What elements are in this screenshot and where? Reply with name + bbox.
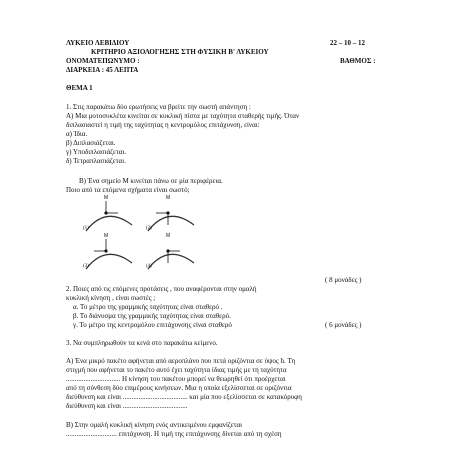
q1a-option-a: α) Ίδια.	[66, 130, 88, 138]
q3a-line2: στιγμή που αφήνεται το πακέτο αυτό έχει ταχύτητα ίδιας τιμής με τη ταχύτητα	[66, 366, 287, 374]
arc-3	[86, 254, 132, 269]
q3a-line3: ............................... Η κίνηση του πακέτου μπορεί να θεωρηθεί ότι προέρχεται	[66, 375, 286, 383]
school-name: ΛΥΚΕΙΟ ΛΕΒΙΔΙΟΥ	[66, 39, 130, 47]
q2-line1: 2. Ποιες από τις επόμενες προτάσεις , που αναφέρονται στην ομαλή	[66, 285, 257, 293]
q3a-line5: διεύθυνση και είναι ..................................... και μία που εξελίσσεται σε κατακόρυφη	[66, 393, 302, 401]
figure-3-label: (3)	[83, 264, 89, 269]
figure-3-diagram	[84, 233, 134, 271]
q1a-option-c: γ) Υποδιπλασιάζεται.	[66, 148, 127, 156]
q1b-line1: Β) Ένα σημείο Μ κινείται πάνω σε μία περιφέρεια.	[79, 177, 223, 185]
figure-1-label: (1)	[83, 226, 89, 231]
duration-label: ΔΙΑΡΚΕΙΑ : 45 ΛΕΠΤΑ	[66, 66, 139, 74]
q3a-line1: Α) Ένα μικρό πακέτο αφήνεται από αεροπλάνο που πετά οριζόντια σε ύψος h. Τη	[66, 357, 296, 365]
name-label: ΟΝΟΜΑΤΕΠΩΝΥΜΟ :	[66, 57, 140, 65]
q3a-line6: διεύθυνση και είναι .....................................	[66, 402, 188, 410]
q2-line2: κυκλική κίνηση , είναι σωστές ;	[66, 294, 156, 302]
figure-1-point-label: M	[104, 195, 109, 201]
figure-4-diagram	[146, 233, 196, 271]
exam-title: ΚΡΙΤΗΡΙΟ ΑΞΙΟΛΟΓΗΣΗΣ ΣΤΗ ΦΥΣΙΚΗ Β' ΛΥΚΕΙΟΥ	[91, 48, 269, 56]
figure-2	[146, 195, 196, 233]
q2-option-c: γ. Το μέτρο της κεντρομόλου επιτάχυνσης είναι σταθερό	[73, 321, 232, 329]
figure-4-label: (4)	[146, 264, 152, 269]
figure-2-point-label: M	[166, 195, 171, 201]
arc-2	[148, 216, 194, 231]
q3a-line4: από τη σύνθεση δύο επιμέρους κινήσεων. Μια η οποία εξελίσσεται σε οριζόντια	[66, 384, 292, 392]
q1-points: ( 8 μονάδες )	[325, 276, 362, 284]
figure-2-diagram	[146, 195, 196, 233]
q1a-line2: διπλασιαστεί η τιμή της ταχύτητας η κεντρομόλος επιτάχυνση, είναι:	[66, 121, 260, 129]
q1a-line1: Α) Μια μοτοσυκλέτα κινείται σε κυκλική πίστα με ταχύτητα σταθερής τιμής. Όταν	[66, 112, 300, 120]
q2-points: ( 6 μονάδες )	[325, 321, 362, 329]
figure-3-point-label: M	[104, 233, 109, 239]
figure-4-point-label: M	[166, 233, 171, 239]
theme-title: ΘΕΜΑ 1	[66, 84, 93, 92]
q2-option-a: α. Το μέτρο της γραμμικής ταχύτητας είναι σταθερό .	[73, 303, 223, 311]
q2-option-b: β. Το διάνυσμα της γραμμικής ταχύτητας είναι σταθερό.	[73, 312, 231, 320]
q3b-line2: ............................. επιτάχυνση. Η τιμή της επιτάχυνσης δίνεται από τη σχέση	[66, 430, 282, 438]
grade-label: ΒΑΘΜΟΣ :	[340, 57, 376, 65]
arc-1	[86, 216, 132, 231]
q1b-line2: Ποιο από τα επόμενα σχήματα είναι σωστό;	[66, 186, 190, 194]
q1a-option-d: δ) Τετραπλασιάζεται.	[66, 157, 126, 165]
q1a-option-b: β) Διπλασιάζεται.	[66, 139, 116, 147]
exam-date: 22 – 10 – 12	[330, 39, 365, 47]
figure-2-label: (2)	[146, 226, 152, 231]
q1-intro: 1. Στις παρακάτω δύο ερωτήσεις να βρείτε την σωστή απάντηση :	[66, 103, 251, 111]
q3b-line1: Β) Στην ομαλή κυκλική κίνηση ενός αντικειμένου εμφανίζεται	[66, 421, 243, 429]
figure-4	[146, 233, 196, 271]
figure-3	[84, 233, 134, 271]
q3-intro: 3. Να συμπληρωθούν τα κενά στο παρακάτω κείμενο.	[66, 339, 218, 347]
arc-4	[148, 254, 194, 269]
figure-1-diagram	[84, 195, 134, 233]
figure-1	[84, 195, 134, 233]
